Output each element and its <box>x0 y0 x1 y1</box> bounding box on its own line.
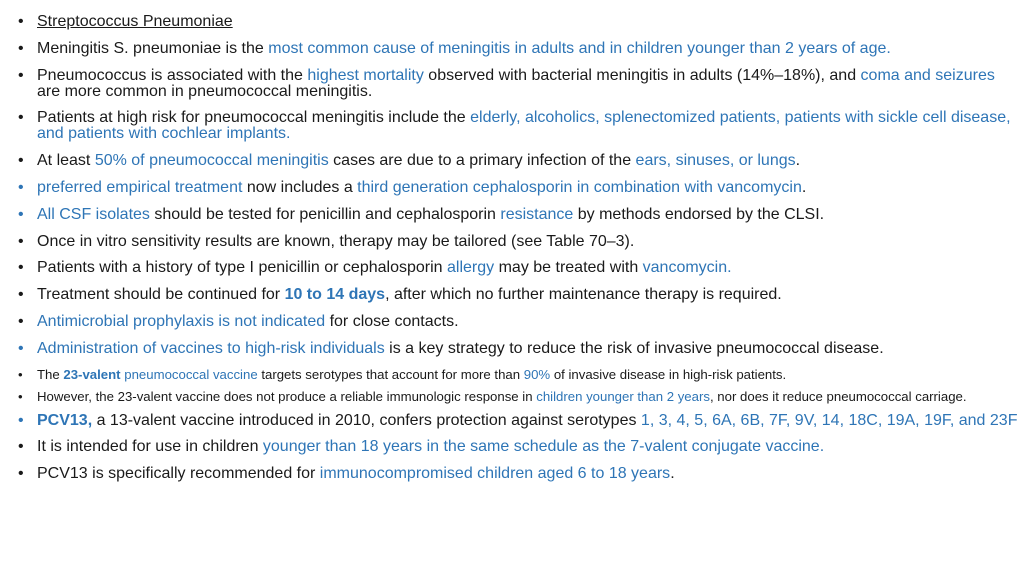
bullet-item: • PCV13, a 13-valent vaccine introduced in 2010, confers protection against serotypes 1, 3, 4, 5, 6A, 6B, 7F, 9V, 14, 18C, 19A, 19F, and 23F <box>18 411 1018 429</box>
bullet-text <box>37 286 782 303</box>
bullet-segment: coma and seizures <box>860 66 995 84</box>
bullet-segment: It is intended for use in children <box>37 438 263 456</box>
bullet-text <box>37 438 824 455</box>
bullet-segment: Meningitis S. pneumoniae is the <box>37 39 269 57</box>
bullet-segment: 23-valent <box>63 366 121 382</box>
bullet-segment: Once in vitro sensitivity results are known, therapy may be tailored (see Table 70–3). <box>37 232 635 250</box>
bullet-segment: immunocompromised children aged 6 to 18 years <box>319 465 671 483</box>
bullet-item: • Patients at high risk for pneumococcal meningitis include the elderly, alcoholics, splenectomized patients, patients with sickle cell disease, and patients with cochlear implants. <box>18 109 1011 143</box>
bullet-text <box>37 412 1017 429</box>
bullet-segment: observed with bacterial meningitis in adults (14%–18%), and <box>423 66 861 84</box>
bullet-segment: The <box>37 366 64 382</box>
bullet-segment: All CSF isolates <box>37 205 150 223</box>
bullet-segment: Antimicrobial prophylaxis is not indicated <box>37 312 326 330</box>
bullet-segment: cases are due to a primary infection of the <box>328 152 636 170</box>
bullet-segment: PCV13 is specifically recommended for <box>37 465 320 483</box>
bullet-segment: At least <box>37 152 95 170</box>
bullet-text <box>37 259 732 276</box>
bullet-segment: of invasive disease in high-risk patients. <box>550 366 787 382</box>
bullet-item: • All CSF isolates should be tested for penicillin and cephalosporin resistance by methods endorsed by the CLSI. <box>18 205 825 223</box>
bullet-segment: are more common in pneumococcal meningitis. <box>37 82 373 100</box>
bullet-segment: . <box>670 465 675 483</box>
bullet-segment: . <box>795 152 801 170</box>
bullet-segment: 1, 3, 4, 5, 6A, 6B, 7F, 9V, 14, 18C, 19A, 19F, and 23F <box>640 411 1018 429</box>
bullet-text <box>37 13 233 30</box>
bullet-segment: a 13-valent vaccine introduced in 2010, confers protection against serotypes <box>92 411 641 429</box>
bullet-item: • Treatment should be continued for 10 to 14 days, after which no further maintenance therapy is required. <box>18 286 782 304</box>
bullet-text <box>37 40 891 57</box>
bullet-item: • It is intended for use in children younger than 18 years in the same schedule as the 7-valent conjugate vaccine. <box>18 438 825 456</box>
bullet-text <box>37 206 824 223</box>
bullet-segment: However, the 23-valent vaccine does not produce a reliable immunologic response in <box>37 389 537 405</box>
bullet-item: • The 23-valent pneumococcal vaccine targets serotypes that account for more than 90% of invasive disease in high-risk patients. <box>18 366 787 382</box>
bullet-text <box>37 340 884 357</box>
bullet-text <box>37 313 459 330</box>
bullet-text <box>37 389 967 404</box>
bullet-segment: children younger than 2 years <box>536 389 710 405</box>
bullet-segment: is a key strategy to reduce the risk of invasive pneumococcal disease. <box>384 339 884 357</box>
bullet-text <box>37 67 995 100</box>
bullet-segment: now includes a <box>242 178 358 196</box>
bullet-item: • Once in vitro sensitivity results are known, therapy may be tailored (see Table 70–3). <box>18 232 635 250</box>
bullet-segment: . <box>801 178 807 196</box>
bullet-text <box>37 109 1011 142</box>
bullet-segment: should be tested for penicillin and cephalosporin <box>149 205 501 223</box>
bullet-segment: Patients at high risk for pneumococcal meningitis include the <box>37 109 471 127</box>
bullet-segment: elderly, alcoholics, splenectomized patients, patients with sickle cell disease, and patients with cochlear implants. <box>37 109 1011 143</box>
bullet-segment: highest mortality <box>307 66 424 84</box>
bullet-segment: allergy <box>447 259 495 277</box>
bullet-list <box>18 14 1018 493</box>
bullet-segment: Patients with a history of type I penicillin or cephalosporin <box>37 259 447 277</box>
bullet-text <box>37 465 675 482</box>
bullet-item: • At least 50% of pneumococcal meningitis cases are due to a primary infection of the ears, sinuses, or lungs. <box>18 152 801 170</box>
bullet-segment: younger than 18 years in the same schedule as the 7-valent conjugate vaccine. <box>262 438 825 456</box>
bullet-text <box>37 179 806 196</box>
bullet-segment: 10 to 14 days <box>284 286 386 304</box>
bullet-segment: Administration of vaccines to high-risk individuals <box>37 339 385 357</box>
bullet-segment: Streptococcus Pneumoniae <box>37 13 233 30</box>
bullet-item: • However, the 23-valent vaccine does not produce a reliable immunologic response in children younger than 2 years, nor does it reduce pneumococcal carriage. <box>18 389 967 405</box>
bullet-text <box>37 233 634 250</box>
bullet-segment: by methods endorsed by the CLSI. <box>573 205 825 223</box>
bullet-item: • Streptococcus Pneumoniae <box>18 13 233 30</box>
bullet-item: • Patients with a history of type I penicillin or cephalosporin allergy may be treated with vancomycin. <box>18 259 732 277</box>
bullet-text <box>37 367 786 382</box>
bullet-segment: Pneumococcus is associated with the <box>37 66 308 84</box>
bullet-segment: 90% <box>523 366 551 382</box>
bullet-segment: pneumococcal vaccine <box>120 366 258 382</box>
bullet-segment: most common cause of meningitis in adults and in children younger than 2 years of age. <box>268 39 891 57</box>
bullet-item: • preferred empirical treatment now includes a third generation cephalosporin in combination with vancomycin. <box>18 178 807 196</box>
bullet-segment: PCV13, <box>37 411 93 429</box>
bullet-text <box>37 152 800 169</box>
bullet-item: • Meningitis S. pneumoniae is the most common cause of meningitis in adults and in children younger than 2 years of age. <box>18 39 891 57</box>
bullet-segment: third generation cephalosporin in combination with vancomycin <box>357 178 802 196</box>
bullet-segment: 50% of pneumococcal meningitis <box>94 152 329 170</box>
bullet-segment: , nor does it reduce pneumococcal carriage. <box>709 389 967 405</box>
bullet-item: • Antimicrobial prophylaxis is not indicated for close contacts. <box>18 312 459 330</box>
bullet-segment: targets serotypes that account for more than <box>257 366 524 382</box>
bullet-segment: , after which no further maintenance therapy is required. <box>385 286 782 304</box>
bullet-segment: may be treated with <box>494 259 643 277</box>
bullet-segment: Treatment should be continued for <box>37 286 285 304</box>
bullet-segment: ears, sinuses, or lungs <box>635 152 796 170</box>
bullet-item: • Pneumococcus is associated with the highest mortality observed with bacterial meningitis in adults (14%–18%), and coma and seizures are more common in pneumococcal meningitis. <box>18 66 995 100</box>
bullet-segment: vancomycin. <box>642 259 732 277</box>
bullet-item: • Administration of vaccines to high-risk individuals is a key strategy to reduce the risk of invasive pneumococcal disease. <box>18 339 884 357</box>
bullet-item: • PCV13 is specifically recommended for immunocompromised children aged 6 to 18 years. <box>18 465 675 483</box>
bullet-segment: for close contacts. <box>325 312 459 330</box>
bullet-segment: resistance <box>500 205 574 223</box>
bullet-segment: preferred empirical treatment <box>37 178 243 196</box>
